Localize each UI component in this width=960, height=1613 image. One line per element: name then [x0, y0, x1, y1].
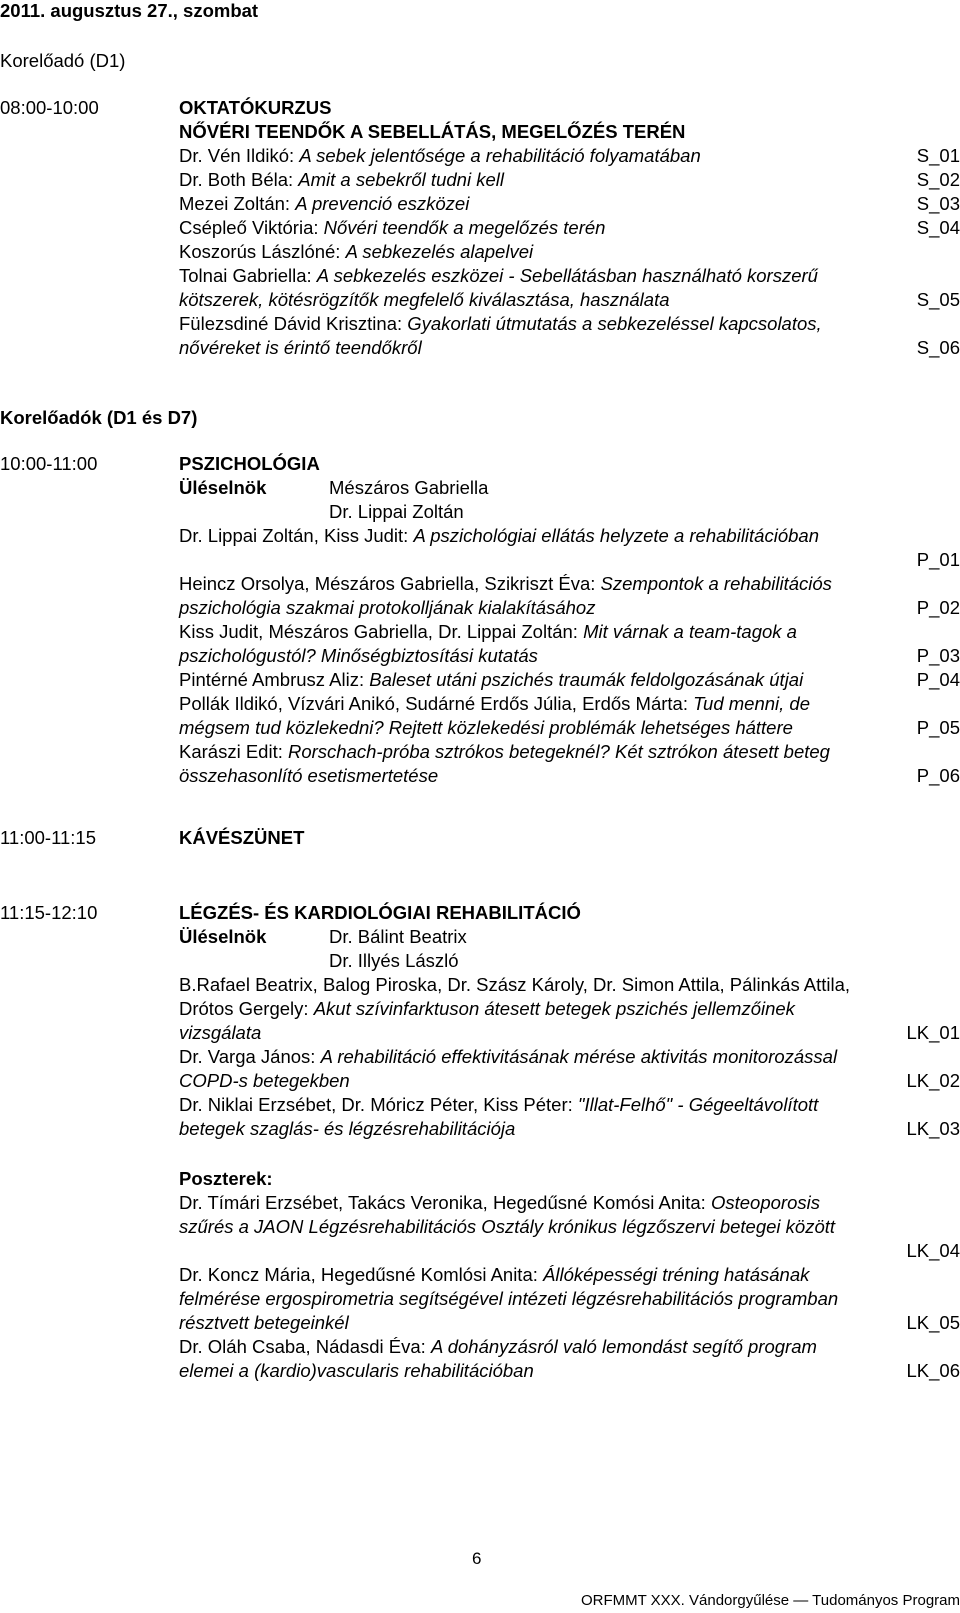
abstract-code: S_06	[917, 336, 960, 360]
abstract-code: S_02	[917, 168, 960, 192]
abstract-title: pszichológia szakmai protokolljának kialakításához	[179, 597, 595, 618]
abstract-title: Akut szívinfarktuson átesett betegek pszichés jellemzőinek	[314, 998, 795, 1019]
abstract-title: elemei a (kardio)vascularis rehabilitációban	[179, 1360, 534, 1381]
page-date: 2011. augusztus 27., szombat	[0, 0, 258, 23]
abstract-item-cont	[179, 1069, 960, 1093]
abstract-title: A dohányzásról való lemondást segítő program	[431, 1336, 817, 1357]
authors: Kiss Judit, Mészáros Gabriella, Dr. Lippai Zoltán:	[179, 621, 583, 642]
poster-item-cont	[179, 1215, 835, 1239]
poster-item	[179, 1335, 817, 1359]
poster-item-cont	[179, 1311, 960, 1335]
authors: Dr. Lippai Zoltán, Kiss Judit:	[179, 525, 413, 546]
abstract-title: "Illat-Felhő" - Gégeeltávolított	[578, 1094, 818, 1115]
poster-item	[179, 1263, 809, 1287]
chair-name: Dr. Illyés László	[329, 949, 459, 973]
abstract-title: A prevenció eszközei	[295, 193, 469, 214]
abstract-code: S_01	[917, 144, 960, 168]
abstract-code: P_03	[917, 644, 960, 668]
chair-name: Dr. Lippai Zoltán	[329, 500, 464, 524]
abstract-code: S_05	[917, 288, 960, 312]
abstract-item-cont	[179, 716, 960, 740]
authors: Dr. Koncz Mária, Hegedűsné Komlósi Anita:	[179, 1264, 543, 1285]
abstract-code: S_04	[917, 216, 960, 240]
abstract-item-cont	[179, 764, 960, 788]
abstract-code: P_01	[917, 548, 960, 572]
abstract-item-cont	[179, 997, 795, 1021]
abstract-item-cont	[179, 1117, 960, 1141]
session-time: 08:00-10:00	[0, 96, 99, 120]
authors: Dr. Varga János:	[179, 1046, 321, 1067]
abstract-item	[179, 668, 960, 692]
abstract-code: P_06	[917, 764, 960, 788]
abstract-code: LK_03	[907, 1117, 960, 1141]
session-time: 10:00-11:00	[0, 452, 97, 476]
abstract-code: P_02	[917, 596, 960, 620]
poster-item	[179, 1191, 820, 1215]
abstract-item	[179, 1045, 837, 1069]
abstract-title: A sebkezelés alapelvei	[346, 241, 534, 262]
page-number: 6	[472, 1547, 481, 1571]
poster-item-cont	[179, 1359, 960, 1383]
authors: Mezei Zoltán:	[179, 193, 295, 214]
abstract-item	[179, 312, 822, 336]
abstract-code: LK_04	[907, 1239, 960, 1263]
abstract-title: Amit a sebekről tudni kell	[298, 169, 504, 190]
abstract-title: összehasonlító esetismertetése	[179, 765, 438, 786]
authors: Pollák Ildikó, Vízvári Anikó, Sudárné Erdős Júlia, Erdős Márta:	[179, 693, 693, 714]
abstract-code-line	[179, 548, 960, 572]
abstract-item-cont	[179, 644, 960, 668]
abstract-title: Osteoporosis	[711, 1192, 820, 1213]
abstract-title: Szempontok a rehabilitációs	[601, 573, 832, 594]
abstract-title: Rorschach-próba sztrókos betegeknél? Két sztrókon átesett beteg	[288, 741, 830, 762]
abstract-title: A sebkezelés eszközei - Sebellátásban használható korszerű	[317, 265, 818, 286]
authors: Fülezsdiné Dávid Krisztina:	[179, 313, 407, 334]
abstract-item	[179, 692, 810, 716]
authors: Tolnai Gabriella:	[179, 265, 317, 286]
abstract-item	[179, 144, 960, 168]
authors: Csépleő Viktória:	[179, 217, 324, 238]
abstract-title: A sebek jelentősége a rehabilitáció folyamatában	[299, 145, 700, 166]
abstract-title: vizsgálata	[179, 1022, 261, 1043]
authors: Drótos Gergely:	[179, 998, 314, 1019]
abstract-code: S_03	[917, 192, 960, 216]
authors: Dr. Niklai Erzsébet, Dr. Móricz Péter, Kiss Péter:	[179, 1094, 578, 1115]
session-title: LÉGZÉS- ÉS KARDIOLÓGIAI REHABILITÁCIÓ	[179, 901, 581, 925]
authors: Dr. Both Béla:	[179, 169, 298, 190]
abstract-title: kötszerek, kötésrögzítők megfelelő kiválasztása, használata	[179, 289, 670, 310]
session-title: OKTATÓKURZUS	[179, 96, 331, 120]
abstract-code: LK_06	[907, 1359, 960, 1383]
abstract-title: Tud menni, de	[693, 693, 810, 714]
hall-title: Korelőadók (D1 és D7)	[0, 406, 197, 430]
authors: Pintérné Ambrusz Aliz:	[179, 669, 369, 690]
abstract-item	[179, 620, 797, 644]
abstract-title: Mit várnak a team-tagok a	[583, 621, 797, 642]
abstract-title: felmérése ergospirometria segítségével intézeti légzésrehabilitációs programban	[179, 1288, 838, 1309]
abstract-title: pszichológustól? Minőségbiztosítási kutatás	[179, 645, 538, 666]
abstract-code: P_05	[917, 716, 960, 740]
authors: Dr. Tímári Erzsébet, Takács Veronika, Hegedűsné Komósi Anita:	[179, 1192, 711, 1213]
chairs-label: Üléselnök	[179, 925, 266, 949]
abstract-item	[179, 572, 832, 596]
running-footer: ORFMMT XXX. Vándorgyűlése — Tudományos Program	[581, 1589, 960, 1613]
abstract-item	[179, 973, 850, 997]
session-time: 11:00-11:15	[0, 826, 96, 850]
abstract-item-cont	[179, 1021, 960, 1045]
abstract-title: A pszichológiai ellátás helyzete a rehabilitációban	[413, 525, 819, 546]
abstract-code: P_04	[917, 668, 960, 692]
abstract-title: mégsem tud közlekedni? Rejtett közlekedési problémák lehetséges háttere	[179, 717, 793, 738]
abstract-title: COPD-s betegekben	[179, 1070, 350, 1091]
abstract-item	[179, 740, 830, 764]
abstract-code: LK_02	[907, 1069, 960, 1093]
poster-item-cont	[179, 1287, 838, 1311]
chair-name: Dr. Bálint Beatrix	[329, 925, 467, 949]
abstract-code-line	[179, 1239, 960, 1263]
session-subtitle: NŐVÉRI TEENDŐK A SEBELLÁTÁS, MEGELŐZÉS TERÉN	[179, 120, 685, 144]
abstract-item-cont	[179, 596, 960, 620]
abstract-title: Gyakorlati útmutatás a sebkezeléssel kapcsolatos,	[407, 313, 821, 334]
abstract-title: nővéreket is érintő teendőkről	[179, 337, 422, 358]
abstract-item	[179, 192, 960, 216]
authors: Dr. Oláh Csaba, Nádasdi Éva:	[179, 1336, 431, 1357]
abstract-title: szűrés a JAON Légzésrehabilitációs Osztály krónikus légzőszervi betegei között	[179, 1216, 835, 1237]
abstract-item	[179, 240, 533, 264]
abstract-title: résztvett betegeinkél	[179, 1312, 349, 1333]
abstract-title: A rehabilitáció effektivitásának mérése aktivitás monitorozással	[321, 1046, 838, 1067]
authors: Karászi Edit:	[179, 741, 288, 762]
session-title: PSZICHOLÓGIA	[179, 452, 320, 476]
authors: Koszorús Lászlóné:	[179, 241, 346, 262]
abstract-item	[179, 216, 960, 240]
abstract-item-cont	[179, 288, 960, 312]
authors: Dr. Vén Ildikó:	[179, 145, 299, 166]
session-time: 11:15-12:10	[0, 901, 97, 925]
authors: Heincz Orsolya, Mészáros Gabriella, Szikriszt Éva:	[179, 573, 601, 594]
abstract-item	[179, 1093, 818, 1117]
chairs-label: Üléselnök	[179, 476, 266, 500]
abstract-item	[179, 264, 818, 288]
abstract-code: LK_01	[907, 1021, 960, 1045]
abstract-title: Baleset utáni pszichés traumák feldolgozásának útjai	[369, 669, 803, 690]
authors: B.Rafael Beatrix, Balog Piroska, Dr. Szász Károly, Dr. Simon Attila, Pálinkás Attila,	[179, 974, 850, 995]
hall-title: Korelőadó (D1)	[0, 49, 125, 73]
abstract-item	[179, 524, 819, 548]
abstract-item	[179, 168, 960, 192]
abstract-title: betegek szaglás- és légzésrehabilitációja	[179, 1118, 515, 1139]
abstract-title: Nővéri teendők a megelőzés terén	[324, 217, 606, 238]
posters-heading: Poszterek:	[179, 1167, 273, 1191]
abstract-code: LK_05	[907, 1311, 960, 1335]
session-title: KÁVÉSZÜNET	[179, 826, 304, 850]
abstract-item-cont	[179, 336, 960, 360]
abstract-title: Állóképességi tréning hatásának	[543, 1264, 809, 1285]
chair-name: Mészáros Gabriella	[329, 476, 488, 500]
